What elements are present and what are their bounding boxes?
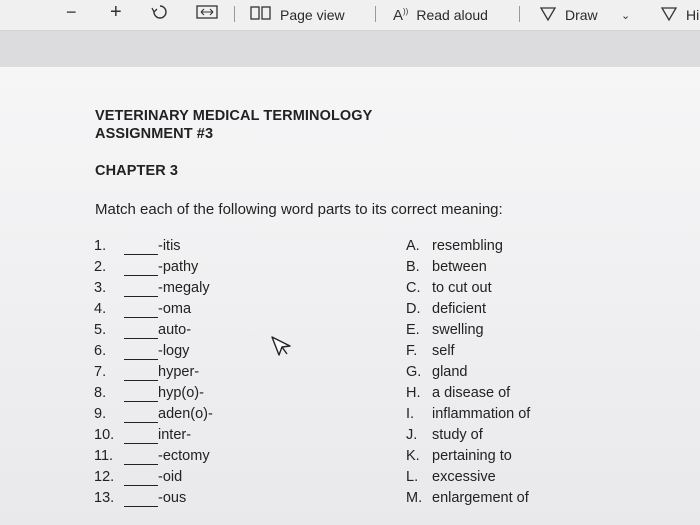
item-number: 1. — [94, 238, 107, 254]
meaning-letter: E. — [406, 322, 420, 338]
item-number: 2. — [94, 259, 107, 275]
toolbar-divider — [375, 6, 376, 22]
meaning-text: swelling — [432, 322, 484, 338]
answer-blank[interactable] — [124, 430, 158, 444]
answer-blank[interactable] — [124, 241, 158, 255]
meaning-text: enlargement of — [432, 490, 529, 506]
meaning-letter: L. — [406, 469, 419, 485]
item-number: 13. — [94, 490, 115, 506]
answer-blank[interactable] — [124, 283, 158, 297]
meaning-letter: B. — [406, 259, 420, 275]
item-number: 10. — [94, 427, 115, 443]
word-part: hyper- — [158, 364, 200, 380]
draw-button[interactable] — [539, 0, 598, 30]
answer-blank[interactable] — [124, 409, 158, 423]
answer-blank[interactable] — [124, 472, 158, 486]
item-number: 11. — [94, 448, 114, 464]
zoom-out-icon[interactable]: − — [66, 1, 77, 22]
meaning-text: gland — [432, 364, 468, 380]
meaning-letter: K. — [406, 448, 420, 464]
answer-blank[interactable] — [124, 262, 158, 276]
doc-title-line1: VETERINARY MEDICAL TERMINOLOGY — [95, 108, 373, 124]
word-part: hyp(o)- — [158, 385, 204, 401]
meaning-letter: F. — [406, 343, 418, 359]
word-part: -itis — [158, 238, 181, 254]
word-part: -megaly — [158, 280, 210, 296]
meaning-letter: D. — [406, 301, 421, 317]
answer-blank[interactable] — [124, 451, 158, 465]
answer-blank[interactable] — [124, 367, 158, 381]
word-part: -ectomy — [158, 448, 210, 464]
reader-toolbar — [0, 0, 700, 31]
highlight-label: Hi — [686, 7, 700, 23]
meaning-text: inflammation of — [432, 406, 531, 422]
meaning-text: excessive — [432, 469, 496, 485]
answer-blank[interactable] — [124, 493, 158, 507]
page-view-icon — [250, 6, 272, 25]
answer-blank[interactable] — [124, 346, 158, 360]
mouse-pointer-icon — [270, 335, 294, 362]
answer-blank[interactable] — [124, 325, 158, 339]
item-number: 5. — [94, 322, 107, 338]
chapter-heading: CHAPTER 3 — [95, 163, 179, 179]
item-number: 8. — [94, 385, 107, 401]
item-number: 4. — [94, 301, 107, 317]
item-number: 6. — [94, 343, 107, 359]
instructions: Match each of the following word parts to its correct meaning: — [95, 201, 503, 218]
answer-blank[interactable] — [124, 388, 158, 402]
answer-blank[interactable] — [124, 304, 158, 318]
meaning-text: study of — [432, 427, 483, 443]
meaning-letter: G. — [406, 364, 422, 380]
word-part: auto- — [158, 322, 192, 338]
word-part: -logy — [158, 343, 190, 359]
meaning-text: self — [432, 343, 455, 359]
doc-title-line2: ASSIGNMENT #3 — [95, 126, 214, 142]
page-view-button[interactable] — [250, 0, 345, 30]
highlight-button[interactable] — [660, 0, 699, 30]
zoom-in-icon[interactable]: + — [110, 0, 122, 23]
word-part: -ous — [158, 490, 187, 506]
word-part: -pathy — [158, 259, 199, 275]
meaning-text: between — [432, 259, 487, 275]
read-aloud-button[interactable] — [393, 0, 488, 30]
word-part: -oid — [158, 469, 183, 485]
item-number: 7. — [94, 364, 107, 380]
toolbar-divider — [234, 6, 235, 22]
meaning-letter: H. — [406, 385, 421, 401]
meaning-letter: M. — [406, 490, 423, 506]
read-aloud-label: Read aloud — [416, 7, 488, 23]
item-number: 12. — [94, 469, 115, 485]
fit-width-icon[interactable] — [196, 0, 218, 24]
document-page — [0, 67, 700, 525]
meaning-letter: I. — [406, 406, 415, 422]
draw-label: Draw — [565, 7, 598, 23]
toolbar-divider — [519, 6, 520, 22]
meaning-text: pertaining to — [432, 448, 512, 464]
item-number: 9. — [94, 406, 107, 422]
highlight-icon — [660, 6, 678, 25]
page-view-label: Page view — [280, 7, 345, 23]
meaning-text: to cut out — [432, 280, 492, 296]
meaning-letter: A. — [406, 238, 420, 254]
item-number: 3. — [94, 280, 107, 296]
word-part: inter- — [158, 427, 192, 443]
meaning-letter: J. — [406, 427, 418, 443]
word-part: aden(o)- — [158, 406, 213, 422]
meaning-text: a disease of — [432, 385, 511, 401]
chevron-down-icon[interactable]: ⌄ — [621, 9, 631, 22]
word-part: -oma — [158, 301, 192, 317]
viewer-gutter — [0, 31, 700, 67]
meaning-text: resembling — [432, 238, 503, 254]
rotate-icon[interactable] — [150, 0, 170, 24]
read-aloud-icon: A)) — [393, 6, 409, 24]
meaning-text: deficient — [432, 301, 487, 317]
meaning-letter: C. — [406, 280, 421, 296]
draw-icon — [539, 6, 557, 25]
